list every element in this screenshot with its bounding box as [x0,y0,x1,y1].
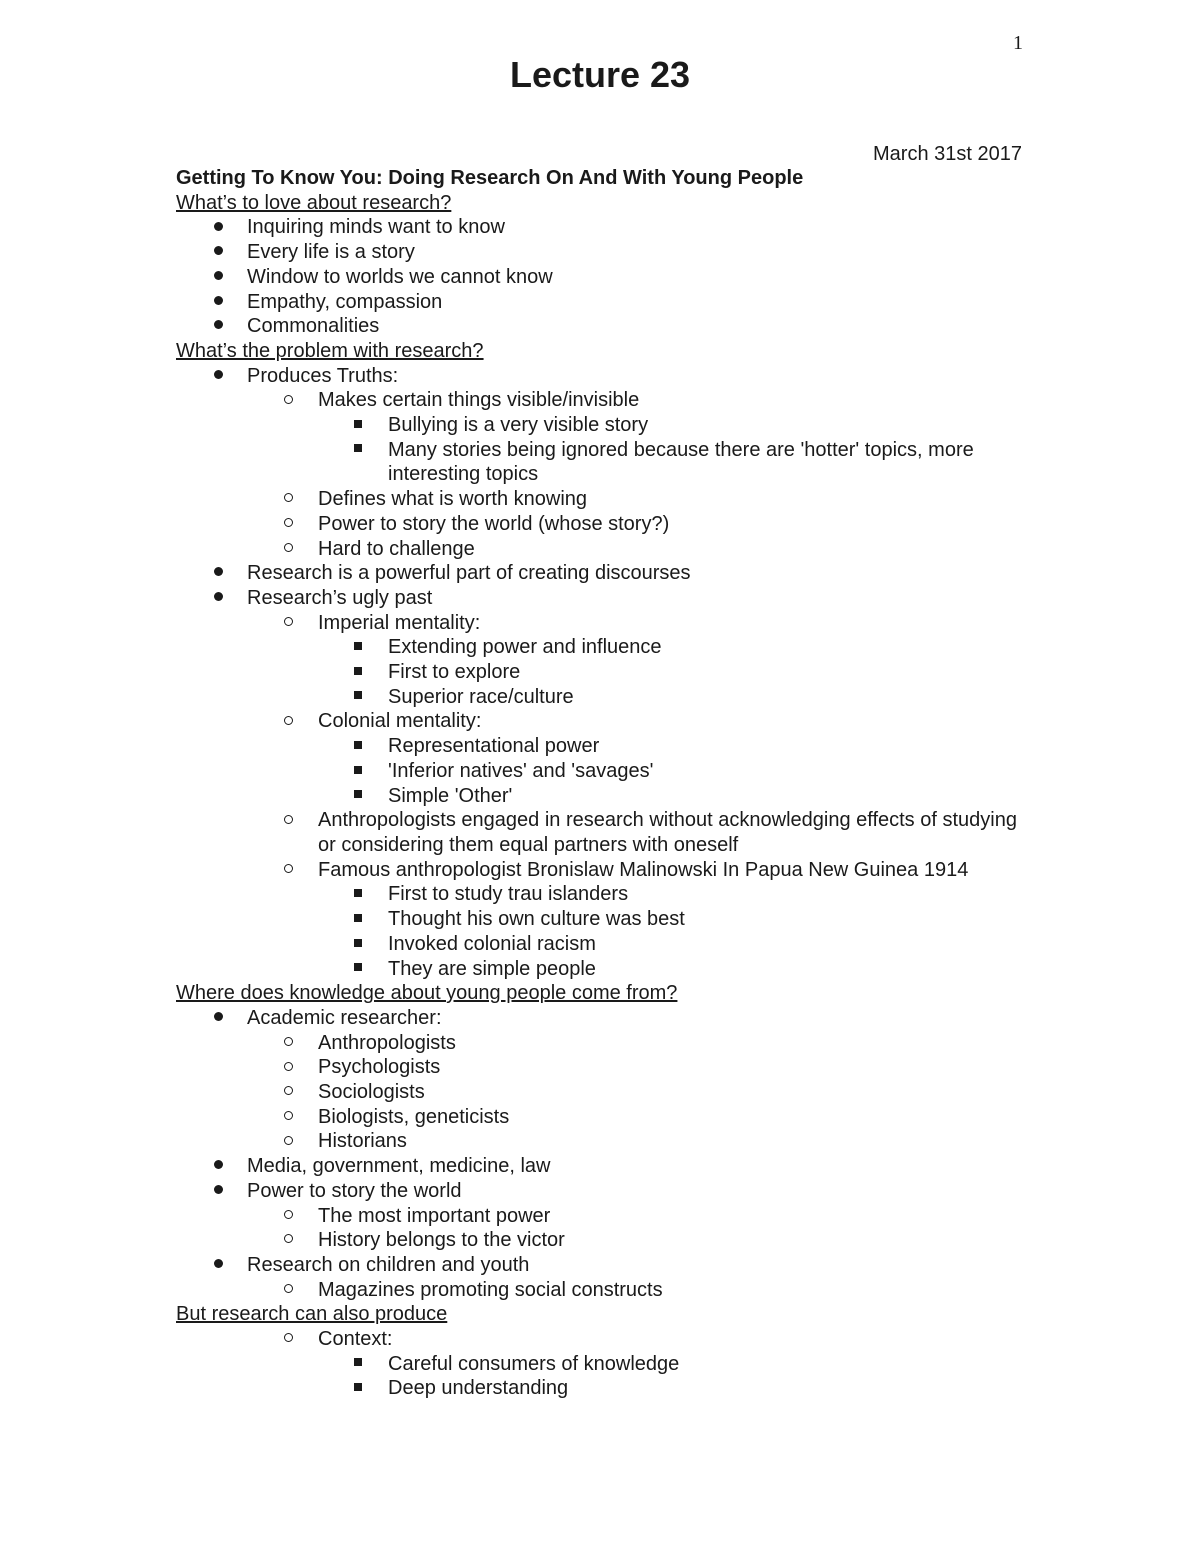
list-item-text: Deep understanding [388,1377,569,1400]
disc-bullet-icon [208,1253,228,1278]
list-item-text: Hard to challenge [318,537,475,560]
list-item [176,438,1026,487]
list-item-text: First to explore [388,661,521,684]
list-item-text: Invoked colonial racism [388,932,596,955]
disc-bullet-icon [208,1006,228,1031]
circle-bullet-icon [278,1204,298,1229]
list-item-text: First to study trau islanders [388,883,629,906]
circle-bullet-icon [278,1055,298,1080]
document-body [176,166,1026,1401]
bullet-list [176,1327,1026,1401]
square-bullet-icon [348,932,368,957]
list-item-text: Famous anthropologist Bronislaw Malinowski In Papua New Guinea 1914 [318,858,969,881]
list-item [176,932,1026,957]
section-heading: But research can also produce [176,1303,448,1326]
circle-bullet-icon [278,1278,298,1303]
list-item [176,240,1026,265]
list-item [176,808,1026,857]
disc-bullet-icon [208,314,228,339]
list-item [176,512,1026,537]
list-item [176,1352,1026,1377]
disc-bullet-icon [208,1179,228,1204]
list-item-text: Makes certain things visible/invisible [318,389,640,412]
lecture-date: March 31st 2017 [873,143,1022,165]
circle-bullet-icon [278,709,298,734]
circle-bullet-icon [278,858,298,883]
list-item [176,290,1026,315]
list-item-text: Research on children and youth [247,1253,530,1276]
square-bullet-icon [348,1352,368,1377]
lecture-subtitle: Getting To Know You: Doing Research On And With Young People [176,167,804,189]
circle-bullet-icon [278,1080,298,1105]
list-item [176,487,1026,512]
list-item-text: Defines what is worth knowing [318,488,588,511]
list-item [176,611,1026,636]
list-item [176,882,1026,907]
list-item [176,537,1026,562]
list-item [176,1006,1026,1031]
disc-bullet-icon [208,561,228,586]
list-item-text: Simple 'Other' [388,784,513,807]
disc-bullet-icon [208,215,228,240]
sections-container [176,191,1026,1401]
list-item-text: Historians [318,1130,407,1153]
list-item-text: Anthropologists [318,1031,456,1054]
disc-bullet-icon [208,586,228,611]
list-item-text: Careful consumers of knowledge [388,1352,680,1375]
list-item-text: Research is a powerful part of creating discourses [247,562,691,585]
disc-bullet-icon [208,364,228,389]
circle-bullet-icon [278,537,298,562]
list-item-text: Empathy, compassion [247,290,443,313]
list-item-text: Inquiring minds want to know [247,216,505,239]
list-item-text: Context: [318,1328,393,1351]
list-item-text: They are simple people [388,957,596,980]
circle-bullet-icon [278,1105,298,1130]
circle-bullet-icon [278,1327,298,1352]
list-item [176,561,1026,586]
page-title: Lecture 23 [509,54,691,95]
list-item-text: Superior race/culture [388,685,574,708]
list-item [176,1253,1026,1278]
circle-bullet-icon [278,388,298,413]
list-item [176,364,1026,389]
disc-bullet-icon [208,290,228,315]
list-item [176,907,1026,932]
list-item [176,685,1026,710]
list-item [176,1204,1026,1229]
list-item-text: Psychologists [318,1056,441,1079]
list-item-text: Window to worlds we cannot know [247,265,553,288]
list-item [176,957,1026,982]
square-bullet-icon [348,784,368,809]
circle-bullet-icon [278,1129,298,1154]
list-item [176,1080,1026,1105]
list-item [176,1105,1026,1130]
list-item [176,1154,1026,1179]
bullet-list [176,215,1026,339]
circle-bullet-icon [278,808,298,833]
circle-bullet-icon [278,1031,298,1056]
list-item-text: Media, government, medicine, law [247,1155,551,1178]
square-bullet-icon [348,413,368,438]
square-bullet-icon [348,438,368,463]
list-item-text: Biologists, geneticists [318,1105,510,1128]
disc-bullet-icon [208,265,228,290]
square-bullet-icon [348,660,368,685]
list-item [176,858,1026,883]
list-item-text: Representational power [388,735,600,758]
list-item [176,784,1026,809]
page-number: 1 [1013,32,1023,54]
circle-bullet-icon [278,1228,298,1253]
square-bullet-icon [348,882,368,907]
list-item [176,709,1026,734]
square-bullet-icon [348,907,368,932]
square-bullet-icon [348,685,368,710]
list-item [176,388,1026,413]
square-bullet-icon [348,957,368,982]
list-item-text: The most important power [318,1204,551,1227]
square-bullet-icon [348,759,368,784]
list-item-text: Sociologists [318,1081,425,1104]
list-item [176,1179,1026,1204]
list-item-text: Imperial mentality: [318,611,481,634]
list-item [176,413,1026,438]
list-item [176,1031,1026,1056]
square-bullet-icon [348,734,368,759]
list-item-text: Power to story the world [247,1179,462,1202]
list-item-text: Magazines promoting social constructs [318,1278,663,1301]
section-heading: What’s to love about research? [176,191,452,214]
square-bullet-icon [348,635,368,660]
list-item [176,1376,1026,1401]
list-item [176,314,1026,339]
bullet-list [176,1006,1026,1302]
list-item [176,1327,1026,1352]
square-bullet-icon [348,1376,368,1401]
list-item [176,759,1026,784]
list-item [176,635,1026,660]
list-item [176,1129,1026,1154]
list-item-text: Commonalities [247,315,380,338]
list-item [176,265,1026,290]
list-item-text: Academic researcher: [247,1006,442,1029]
section-heading: Where does knowledge about young people come from? [176,982,678,1005]
bullet-list [176,364,1026,982]
list-item [176,734,1026,759]
disc-bullet-icon [208,240,228,265]
list-item-text: Power to story the world (whose story?) [318,512,670,535]
list-item-text: Colonial mentality: [318,710,482,733]
list-item [176,1278,1026,1303]
list-item-text: Research’s ugly past [247,586,433,609]
list-item-text: Many stories being ignored because there are 'hotter' topics, more interesting topics [388,438,974,486]
list-item [176,586,1026,611]
circle-bullet-icon [278,487,298,512]
list-item-text: Thought his own culture was best [388,908,685,931]
disc-bullet-icon [208,1154,228,1179]
circle-bullet-icon [278,611,298,636]
list-item-text: History belongs to the victor [318,1229,565,1252]
list-item [176,215,1026,240]
list-item-text: Produces Truths: [247,364,399,387]
list-item-text: Anthropologists engaged in research without acknowledging effects of studying or considering them equal partners with oneself [318,809,1017,856]
circle-bullet-icon [278,512,298,537]
list-item-text: Every life is a story [247,241,415,264]
list-item [176,1228,1026,1253]
list-item-text: 'Inferior natives' and 'savages' [388,759,654,782]
list-item-text: Bullying is a very visible story [388,414,649,437]
list-item [176,1055,1026,1080]
section-heading: What’s the problem with research? [176,339,484,362]
list-item-text: Extending power and influence [388,636,662,659]
list-item [176,660,1026,685]
